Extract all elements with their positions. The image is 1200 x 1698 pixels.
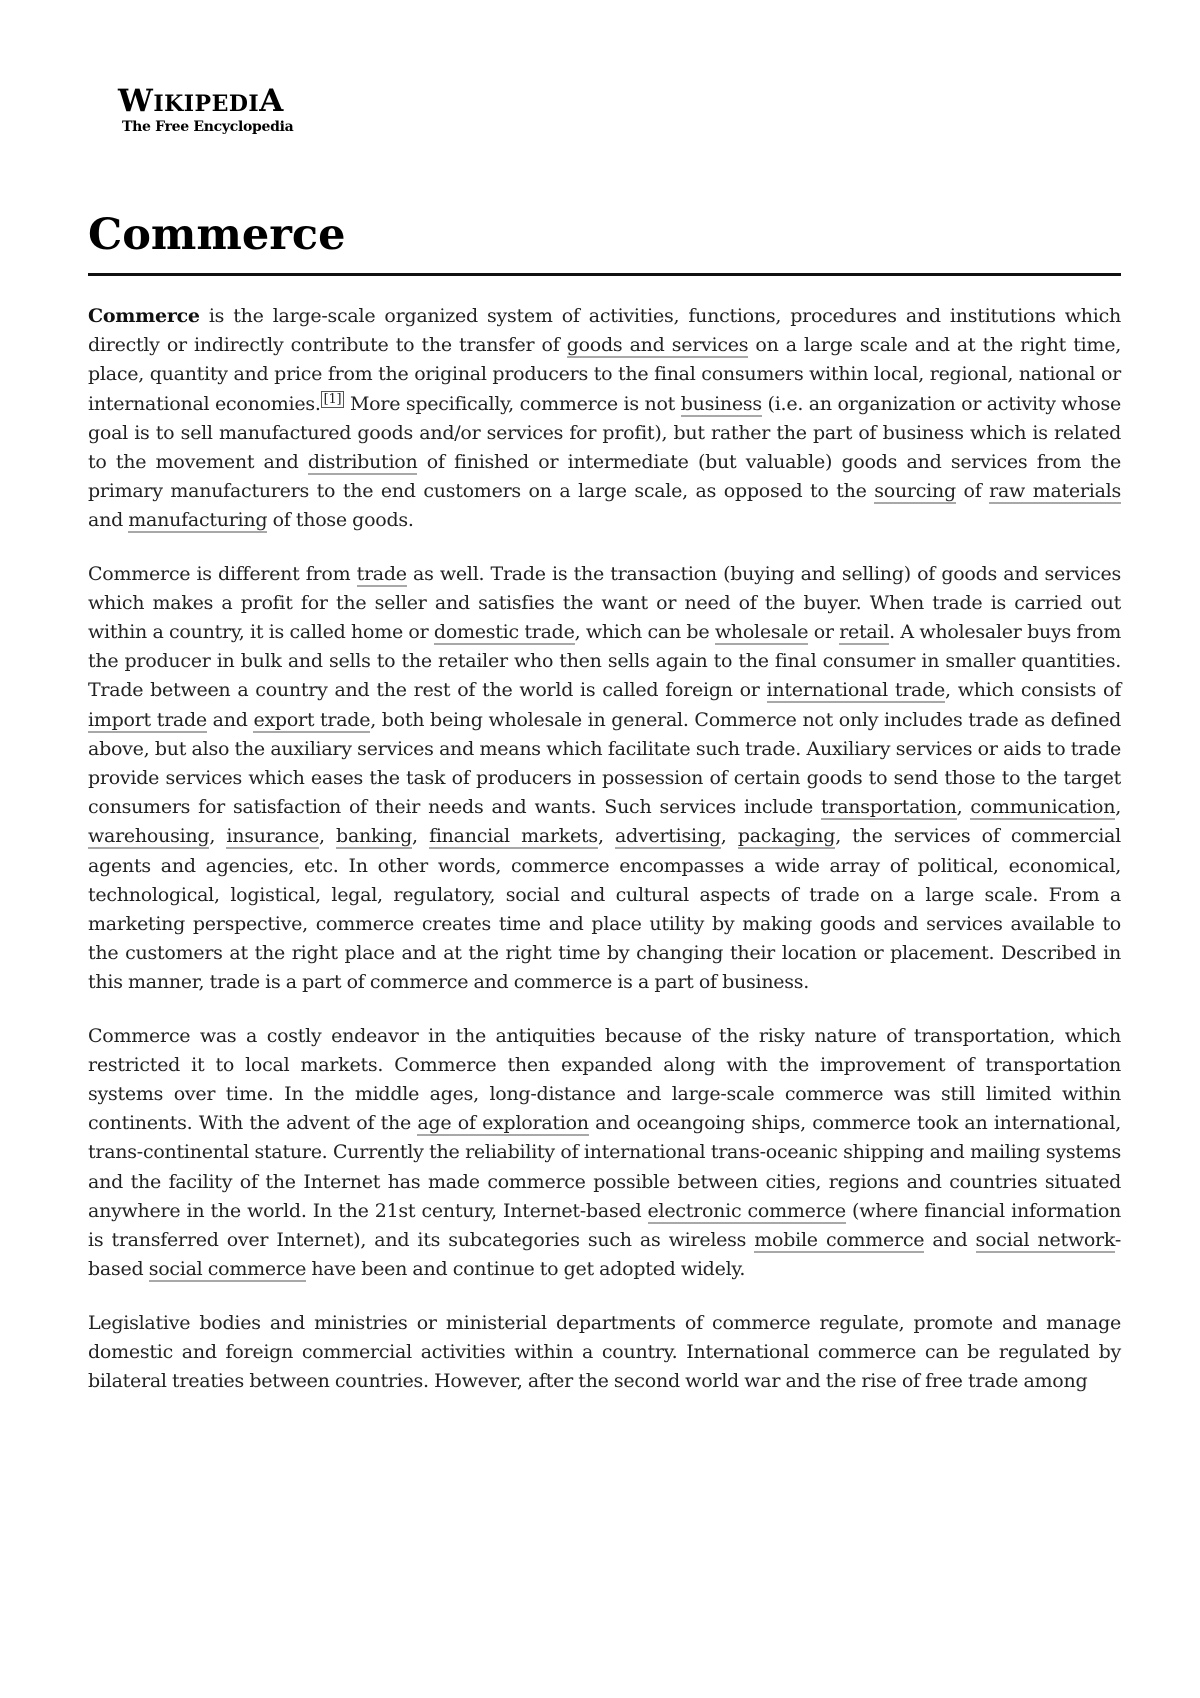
article-link[interactable]: communication [970, 796, 1116, 819]
logo-wordmark-middle: IKIPEDI [153, 91, 260, 117]
paragraph-text: as well. Trade is the transaction (buying and selling) of goods and services which makes a profit for the seller and satisfies the want or need of the buyer. When trade is carried out within a country, it is called home or [88, 562, 1122, 644]
article-link[interactable]: manufacturing [128, 509, 268, 532]
article-link[interactable]: trade [356, 562, 407, 585]
paragraph-text: have been and continue to get adopted widely. [306, 1258, 746, 1281]
article-link[interactable]: business [680, 392, 762, 415]
paragraph-text: of [955, 480, 990, 503]
article-link[interactable]: mobile commerce [754, 1229, 925, 1252]
logo-tagline: The Free Encyclopedia [122, 119, 294, 135]
paragraph-text: , which can be [574, 621, 715, 644]
paragraph-text: and [924, 1229, 976, 1252]
paragraph-text: of finished or intermediate (but valuable) goods and services from the primary manufacturers to the end customers on a large scale, as opposed to the [88, 451, 1121, 503]
logo-wordmark-initial: W [118, 83, 154, 119]
article-link[interactable]: social commerce [148, 1258, 307, 1281]
article-link[interactable]: raw materials [989, 480, 1121, 503]
paragraph-text: . A wholesaler buys from the producer in bulk and sells to the retailer who then sells again to the final consumer in smaller quantities. Trade between a country and the rest of the world is called foreign or [88, 621, 1121, 702]
paragraph-text: , [1115, 796, 1121, 819]
paragraph-text: , [956, 796, 971, 819]
paragraph-text: (i.e. an organization or activity whose goal is to sell manufactured goods and/or services for profit), but rather the part of business which is related to the movement and [88, 392, 1121, 474]
article-link[interactable]: wholesale [714, 621, 809, 644]
article-paragraph [88, 302, 1121, 536]
article-link[interactable]: insurance [226, 825, 319, 848]
paragraph-text: and [206, 708, 254, 731]
article-subject-bold: Commerce [88, 305, 200, 327]
article-link[interactable]: export trade [253, 708, 371, 731]
article-link[interactable]: distribution [307, 451, 418, 474]
article-link[interactable]: banking [336, 825, 412, 848]
paragraph-text: Legislative bodies and ministries or ministerial departments of commerce regulate, promote and manage domestic and foreign commercial activities within a country. International commerce can be regulated by bilateral treaties between countries. However, after the second world war and the rise of free trade among [88, 1311, 1121, 1392]
paragraph-text: Commerce is different from [88, 562, 357, 585]
article-paragraph [88, 1309, 1121, 1397]
article-link[interactable]: sourcing [874, 480, 956, 503]
paragraph-text: of those goods. [267, 509, 414, 532]
article-link[interactable]: goods and services [566, 334, 749, 357]
page-title: Commerce [88, 210, 346, 260]
paragraph-text: on a large scale and at the right time, place, quantity and price from the original producers to the final consumers within local, regional, national or international economies. [88, 334, 1121, 415]
paragraph-text: -based [88, 1229, 1121, 1281]
wikipedia-logo[interactable] [118, 84, 318, 135]
article-link[interactable]: packaging [737, 825, 836, 848]
article-body [88, 302, 1121, 1420]
paragraph-text: and oceangoing ships, commerce took an international, trans-continental stature. Currently the reliability of international trans-oceanic shipping and mailing systems and the facility of the Internet has made commerce possible between cities, regions and countries situated anywhere in the world. In the 21st century, Internet-based [88, 1112, 1121, 1222]
article-link[interactable]: domestic trade [433, 621, 575, 644]
citation-reference[interactable]: [1] [321, 391, 345, 408]
title-divider [88, 273, 1121, 276]
article-link[interactable]: retail [839, 621, 890, 644]
paragraph-text: and [88, 509, 129, 532]
article-link[interactable]: warehousing [88, 825, 210, 848]
paragraph-text: , [412, 825, 430, 848]
article-link[interactable]: transportation [821, 796, 957, 819]
paragraph-text: is the large-scale organized system of activities, functions, procedures and institutions which directly or indirectly contribute to the transfer of [88, 305, 1121, 357]
paragraph-text: , [720, 825, 738, 848]
paragraph-text: More specifically, commerce is not [344, 392, 681, 415]
paragraph-text: , both being wholesale in general. Commerce not only includes trade as defined above, but also the auxiliary services and means which facilitate such trade. Auxiliary services or aids to trade provide services which eases the task of producers in possession of certain goods to send those to the target consumers for satisfaction of their needs and wants. Such services include [88, 708, 1122, 819]
article-paragraph [88, 560, 1121, 998]
article-link[interactable]: advertising [615, 825, 721, 848]
paragraph-text: (where financial information is transferred over Internet), and its subcategories such as wireless [88, 1199, 1122, 1252]
article-link[interactable]: age of exploration [417, 1112, 589, 1135]
logo-wordmark [118, 84, 318, 121]
article-link[interactable]: social network [975, 1229, 1115, 1252]
paragraph-text: , which consists of [945, 679, 1121, 702]
paragraph-text: , the services of commercial agents and agencies, etc. In other words, commerce encompasses a wide array of political, economical, technological, logistical, legal, regulatory, social and cultural aspects of trade on a large scale. From a marketing perspective, commerce creates time and place utility by making goods and services available to the customers at the right place and at the right time by changing their location or placement. Described in this manner, trade is a part of commerce and commerce is a part of business. [88, 825, 1121, 994]
article-link[interactable]: electronic commerce [647, 1199, 846, 1222]
article-link[interactable]: financial markets [429, 825, 598, 848]
article-paragraph [88, 1022, 1121, 1285]
logo-wordmark-final: A [259, 83, 284, 119]
paragraph-text: , [318, 825, 337, 848]
article-link[interactable]: import trade [88, 708, 207, 731]
paragraph-text: , [597, 825, 615, 848]
paragraph-text: or [808, 621, 840, 644]
article-link[interactable]: international trade [766, 679, 946, 702]
paragraph-text: , [209, 825, 227, 848]
paragraph-text: Commerce was a costly endeavor in the antiquities because of the risky nature of transportation, which restricted it to local markets. Commerce then expanded along with the improvement of transportation systems over time. In the middle ages, long-distance and large-scale commerce was still limited within continents. With the advent of the [88, 1024, 1121, 1135]
